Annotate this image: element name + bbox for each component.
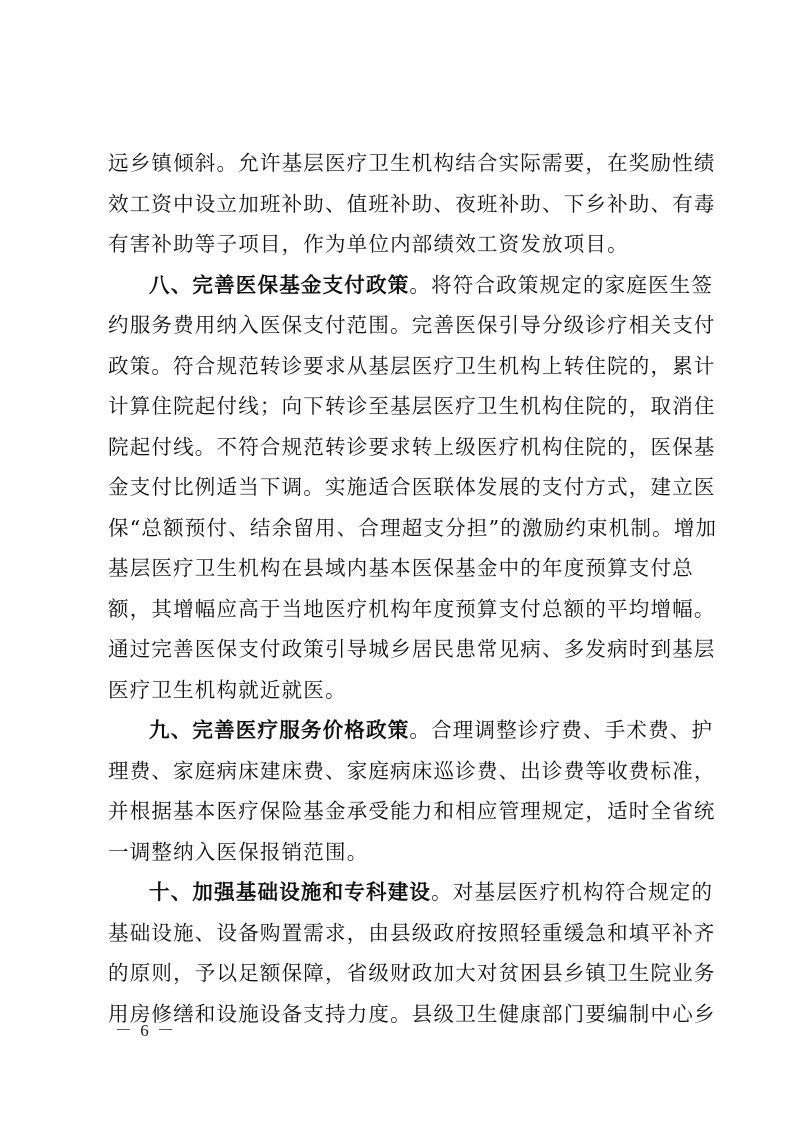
- text-segment: 。合理调整诊疗费、手术费、护: [409, 718, 714, 742]
- text-line: 用房修缮和设施设备支持力度。县级卫生健康部门要编制中心乡: [108, 1001, 716, 1026]
- text-line: 政策。符合规范转诊要求从基层医疗卫生机构上转住院的，累计: [108, 353, 716, 378]
- text-line: 理费、家庭病床建床费、家庭病床巡诊费、出诊费等收费标准，: [108, 758, 716, 783]
- text-line: 远乡镇倾斜。允许基层医疗卫生机构结合实际需要，在奖励性绩: [108, 151, 716, 175]
- text-line: 医疗卫生机构就近就医。: [108, 677, 347, 702]
- paragraph-continuation: [108, 143, 716, 265]
- text-line: [108, 265, 714, 306]
- text-line: 有害补助等子项目，作为单位内部绩效工资发放项目。: [108, 232, 629, 256]
- text-line: 一调整纳入医保报销范围。: [108, 839, 369, 864]
- text-segment: 。将符合政策规定的家庭医生签: [409, 272, 714, 297]
- text-line: 的原则，予以足额保障，省级财政加大对贫困县乡镇卫生院业务: [108, 961, 716, 985]
- text-line: 额，其增幅应高于当地医疗机构年度预算支付总额的平均增幅。: [108, 596, 716, 621]
- section-heading: 十、加强基础设施和专科建设: [149, 880, 432, 904]
- paragraph-section-10: [108, 872, 716, 1034]
- paragraph-section-8: [108, 265, 718, 711]
- text-line: 通过完善医保支付政策引导城乡居民患常见病、多发病时到基层: [108, 637, 716, 661]
- text-line: 并根据基本医疗保险基金承受能力和相应管理规定，适时全省统: [108, 799, 716, 823]
- text-segment: 。对基层医疗机构符合规定的: [431, 880, 714, 904]
- text-line: 金支付比例适当下调。实施适合医联体发展的支付方式，建立医: [108, 475, 716, 499]
- text-line: [108, 872, 714, 913]
- text-line: 院起付线。不符合规范转诊要求转上级医疗机构住院的，医保基: [108, 434, 716, 459]
- text-line: 基础设施、设备购置需求，由县级政府按照轻重缓急和填平补齐: [108, 920, 716, 945]
- section-heading: 八、完善医保基金支付政策: [149, 272, 410, 297]
- section-heading: 九、完善医疗服务价格政策: [149, 718, 410, 742]
- text-line: 计算住院起付线；向下转诊至基层医疗卫生机构住院的，取消住: [108, 394, 716, 418]
- text-line: 基层医疗卫生机构在县域内基本医保基金中的年度预算支付总: [108, 556, 694, 580]
- text-line: 保“总额预付、结余留用、合理超支分担”的激励约束机制。增加: [108, 515, 718, 540]
- text-line: [108, 710, 714, 751]
- paragraph-section-9: [108, 710, 716, 872]
- text-line: 约服务费用纳入医保支付范围。完善医保引导分级诊疗相关支付: [108, 313, 716, 337]
- page-number: － 6 －: [115, 1021, 176, 1040]
- body-text: [108, 143, 718, 1034]
- text-line: 效工资中设立加班补助、值班补助、夜班补助、下乡补助、有毒: [108, 191, 716, 216]
